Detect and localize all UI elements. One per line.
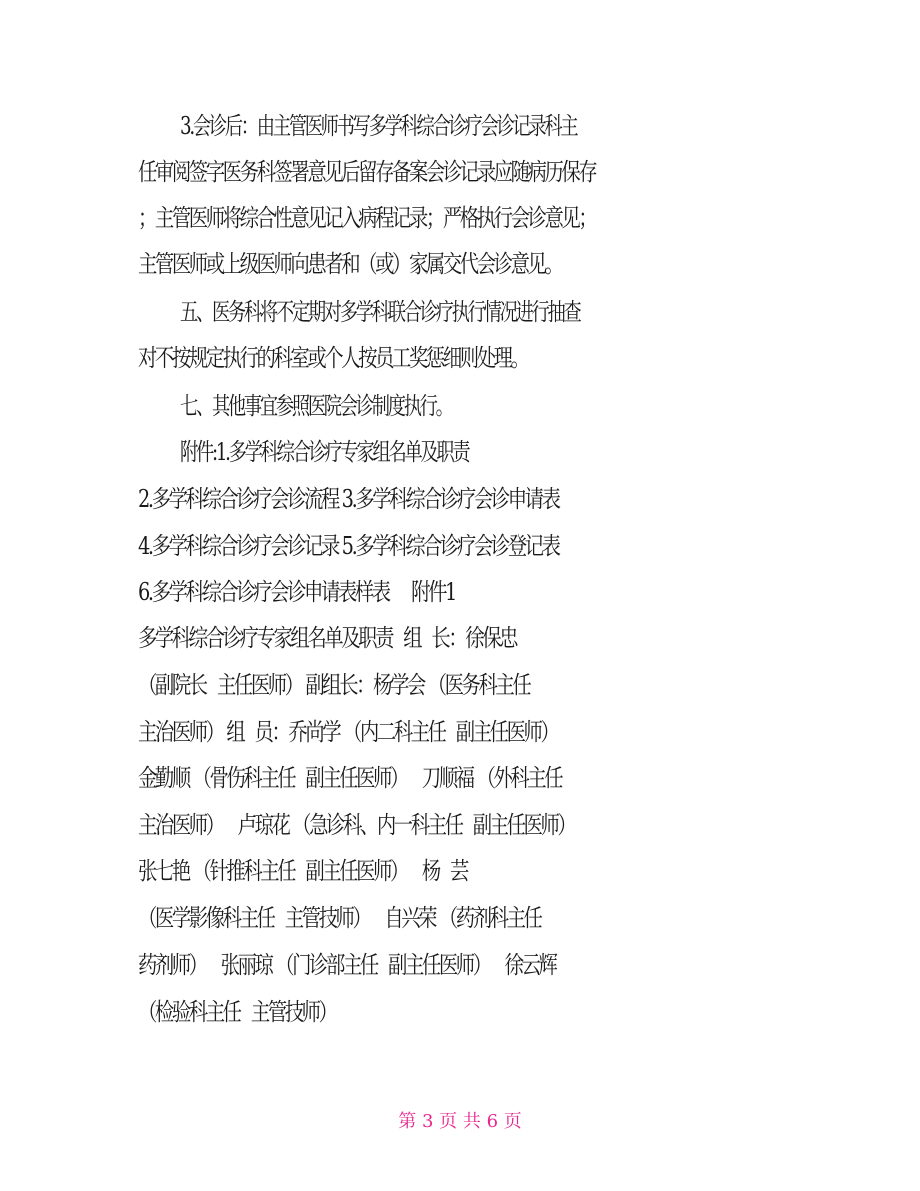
text-line-15: 金勤顺 （骨伤科主任 副主任医师） 刀顺福 （外科主任 [138,764,562,792]
text-line-4: 主管医师或上级医师向患者和（或）家属交代会诊意见。 [138,250,562,278]
text-line-16: 主治医师） 卢琼花 （急诊科、内一科主任 副主任医师） [138,811,575,839]
text-line-11: 6.多学科综合诊疗会诊申请表样表 附件1 [138,578,455,606]
text-line-7: 七、其他事宜参照医院会诊制度执行。 [180,392,452,420]
text-line-5: 五、医务科将不定期对多学科联合诊疗执行情况进行抽查 [180,298,580,326]
text-line-9: 2.多学科综合诊疗会诊流程 3.多学科综合诊疗会诊申请表 [138,485,559,513]
text-line-19: 药剂师） 张丽琼 （门诊部主任 副主任医师） 徐云辉 [138,951,556,979]
text-line-1: 3.会诊后：由主管医师书写多学科综合诊疗会诊记录科主 [180,112,577,140]
text-line-18: （医学影像科主任 主管技师） 自兴荣 （药剂科主任 [138,904,541,932]
text-line-14: 主治医师） 组 员：乔尚学 （内二科主任 副主任医师） [138,718,558,746]
text-line-10: 4.多学科综合诊疗会诊记录 5.多学科综合诊疗会诊登记表 [138,532,559,560]
text-line-8: 附件:1.多学科综合诊疗专家组名单及职责 [180,438,469,466]
page-number-footer: 第 3 页 共 6 页 [398,1111,522,1132]
text-line-3: ；主管医师将综合性意见记入病程记录；严格执行会诊意见； [138,204,596,232]
text-line-20: （检验科主任 主管技师） [138,998,336,1026]
text-line-2: 任审阅签字医务科签署意见后留存备案会诊记录应随病历保存 [138,158,596,186]
text-line-12: 多学科综合诊疗专家组名单及职责 组 长：徐保忠 [138,624,517,652]
text-line-17: 张七艳 （针推科主任 副主任医师） 杨 芸 [138,857,467,885]
text-line-6: 对不按规定执行的科室或个人按员工奖惩细则处理。 [138,344,528,372]
text-line-13: （副院长 主任医师） 副组长：杨学会 （医务科主任 [138,671,530,699]
